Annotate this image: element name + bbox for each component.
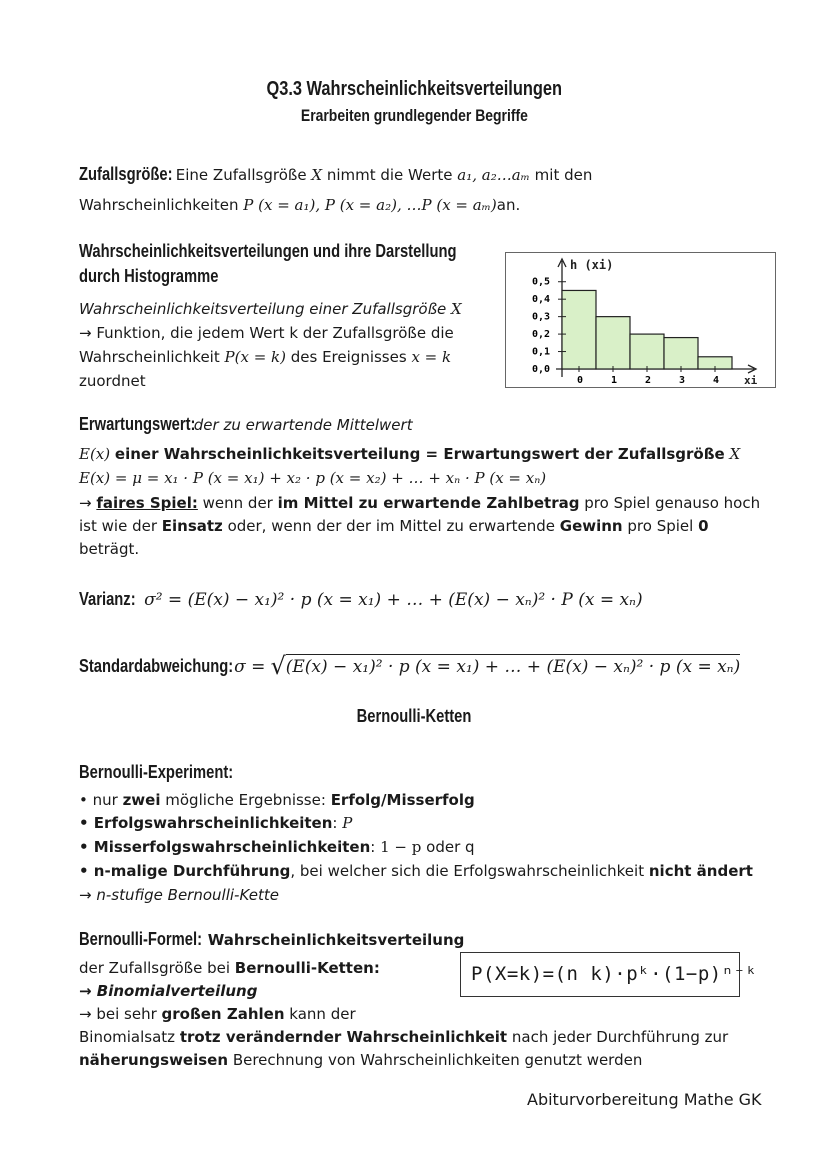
verteilung-line-2: → Funktion, die jedem Wert k der Zufallsgröße die — [79, 324, 454, 342]
varianz-line: Varianz: σ² = (E(x) − x₁)² · p (x = x₁) + … + (E(x) − xₙ)² · P (x = xₙ) — [79, 589, 643, 610]
erwartung-line-0: Erwartungswert: der zu erwartende Mittelwert — [79, 414, 413, 434]
x-tick-label: 0 — [576, 375, 584, 386]
histogram-bar-3 — [664, 338, 698, 369]
zufall-heading: Zufallsgröße: — [79, 164, 173, 184]
x-tick-label: 3 — [678, 375, 686, 386]
erwartung-line-4: ist wie der Einsatz oder, wenn der der im Mittel zu erwartende Gewinn pro Spiel 0 — [79, 517, 709, 535]
formel-line-4: Binomialsatz trotz verändernder Wahrscheinlichkeit nach jeder Durchführung zur — [79, 1028, 729, 1046]
varianz-heading: Varianz: — [79, 589, 136, 609]
bernoulli-formula: P(X=k)=(n k)·pᵏ·(1−p)ⁿ⁻ᵏ — [471, 963, 758, 985]
x-tick-label: 4 — [712, 375, 720, 386]
verteilung-heading-1: Wahrscheinlichkeitsverteilungen und ihre Darstellung — [79, 241, 457, 261]
x-axis-label: xi — [744, 374, 758, 387]
formel-line-5: näherungsweisen Berechnung von Wahrscheinlichkeiten genutzt werden — [79, 1051, 643, 1069]
y-tick-label: 0,0 — [531, 364, 550, 375]
histogram-chart — [505, 252, 776, 388]
erwartung-heading: Erwartungswert: — [79, 414, 196, 434]
histogram-bar-2 — [630, 334, 664, 369]
verteilung-line-4: zuordnet — [79, 372, 146, 390]
erwartung-line-5: beträgt. — [79, 540, 140, 558]
formel-line-1: der Zufallsgröße bei Bernoulli-Ketten: — [79, 959, 380, 977]
experiment-bullet-2: • Erfolgswahrscheinlichkeiten: P — [79, 814, 353, 832]
formel-line-2: → Binomialverteilung — [79, 982, 258, 1000]
experiment-bullet-3: • Misserfolgswahrscheinlichkeiten: 1 − p oder q — [79, 838, 475, 856]
erwartung-formula: E(x) = μ = x₁ · P (x = x₁) + x₂ · p (x = x₂) + … + xₙ · P (x = xₙ) — [79, 469, 547, 487]
page-title: Q3.3 Wahrscheinlichkeitsverteilungen — [266, 78, 562, 100]
x-tick-label: 1 — [610, 375, 618, 386]
page-subtitle: Erarbeiten grundlegender Begriffe — [300, 106, 528, 125]
std-radicand: (E(x) − x₁)² · p (x = x₁) + … + (E(x) − xₙ)² · p (x = xₙ) — [286, 654, 740, 677]
zufall-line-2: Wahrscheinlichkeiten P (x = a₁), P (x = a₂), …P (x = aₘ)an. — [79, 196, 521, 214]
bernoulli-title: Bernoulli-Ketten — [356, 706, 472, 726]
std-line: Standardabweichung: σ = √(E(x) − x₁)² · p (x = x₁) + … + (E(x) − xₙ)² · p (x = xₙ) — [79, 652, 741, 680]
zufall-line-1: Zufallsgröße: Eine Zufallsgröße X nimmt die Werte a₁, a₂…aₘ mit den — [79, 164, 593, 184]
y-tick-label: 0,4 — [531, 294, 550, 306]
x-tick-label: 2 — [644, 375, 652, 386]
experiment-bullet-1: • nur zwei mögliche Ergebnisse: Erfolg/Misserfolg — [79, 791, 475, 809]
experiment-line-5: → n-stufige Bernoulli-Kette — [79, 886, 279, 904]
formel-heading-line: Bernoulli-Formel: Wahrscheinlichkeitsverteilung — [79, 929, 465, 949]
verteilung-line-3: Wahrscheinlichkeit P(x = k) des Ereignisses x = k — [79, 348, 452, 366]
bernoulli-formula-box — [460, 952, 758, 997]
y-tick-label: 0,1 — [531, 346, 550, 358]
histogram-svg — [506, 253, 775, 387]
experiment-heading: Bernoulli-Experiment: — [79, 762, 234, 782]
y-axis-label: h (xi) — [570, 258, 614, 272]
erwartung-line-3: → faires Spiel: wenn der im Mittel zu erwartende Zahlbetrag pro Spiel genauso hoch — [79, 494, 761, 512]
y-tick-label: 0,2 — [531, 329, 550, 341]
erwartung-line-1: E(x) einer Wahrscheinlichkeitsverteilung = Erwartungswert der Zufallsgröße X — [79, 445, 741, 463]
experiment-bullet-4: • n-malige Durchführung, bei welcher sich die Erfolgswahrscheinlichkeit nicht ändert — [79, 862, 753, 880]
y-tick-label: 0,3 — [531, 311, 550, 323]
histogram-bar-1 — [596, 317, 630, 369]
histogram-bar-0 — [562, 290, 596, 369]
y-tick-label: 0,5 — [531, 276, 550, 288]
verteilung-line-1: Wahrscheinlichkeitsverteilung einer Zufallsgröße X — [79, 300, 462, 318]
formel-line-3: → bei sehr großen Zahlen kann der — [79, 1005, 356, 1023]
formel-heading: Bernoulli-Formel: — [79, 929, 203, 949]
verteilung-heading-2: durch Histogramme — [79, 266, 219, 286]
std-heading: Standardabweichung: — [79, 656, 234, 676]
footer-text: Abiturvorbereitung Mathe GK — [527, 1090, 762, 1109]
